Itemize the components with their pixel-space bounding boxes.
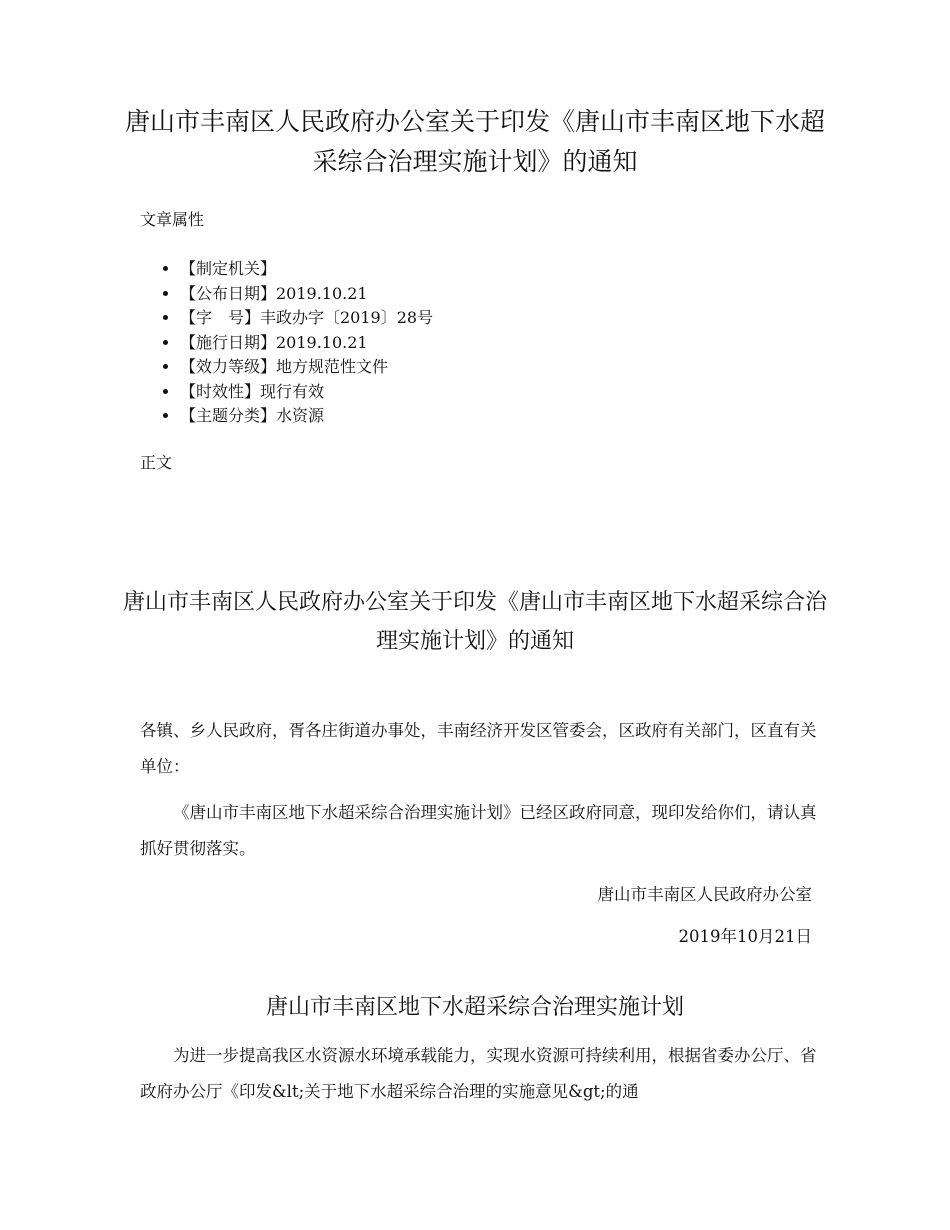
attribute-document-number: • 【字 号】丰政办字〔2019〕28号 xyxy=(180,306,433,331)
document-title: 唐山市丰南区人民政府办公室关于印发《唐山市丰南区地下水超采综合治理实施计划》的通知 xyxy=(124,107,825,176)
notice-recipients: 各镇、乡人民政府，胥各庄街道办事处，丰南经济开发区管委会，区政府有关部门，区直有关单位： xyxy=(140,721,817,776)
attributes-label: 文章属性 xyxy=(140,210,205,229)
attribute-issuing-authority: • 【制定机关】 xyxy=(180,257,433,282)
attribute-publish-date: • 【公布日期】2019.10.21 xyxy=(180,282,433,307)
attribute-effective-date: • 【施行日期】2019.10.21 xyxy=(180,331,433,356)
attribute-validity: • 【时效性】现行有效 xyxy=(180,380,433,405)
body-label: 正文 xyxy=(140,453,173,472)
attribute-legal-level: • 【效力等级】地方规范性文件 xyxy=(180,355,433,380)
plan-intro: 为进一步提高我区水资源水环境承载能力，实现水资源可持续利用，根据省委办公厅、省政府办公厅《印发&lt;关于地下水超采综合治理的实施意见&gt;的通 xyxy=(140,1046,817,1101)
notice-title: 唐山市丰南区人民政府办公室关于印发《唐山市丰南区地下水超采综合治理实施计划》的通知 xyxy=(122,590,827,654)
plan-title: 唐山市丰南区地下水超采综合治理实施计划 xyxy=(265,995,684,1020)
attributes-list xyxy=(140,257,433,429)
notice-date: 2019年10月21日 xyxy=(678,927,812,946)
notice-body: 《唐山市丰南区地下水超采综合治理实施计划》已经区政府同意，现印发给你们，请认真抓好贯彻落实。 xyxy=(140,803,817,858)
attribute-subject: • 【主题分类】水资源 xyxy=(180,404,433,429)
notice-issuer: 唐山市丰南区人民政府办公室 xyxy=(597,885,812,904)
